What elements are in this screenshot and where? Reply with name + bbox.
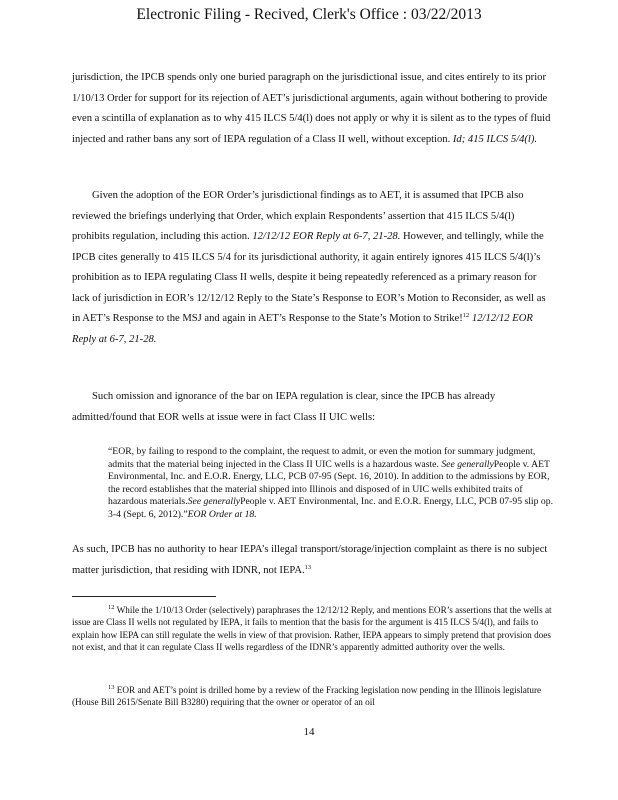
citation: 12/12/12 EOR Reply at 6-7, 21-28. xyxy=(252,231,401,242)
block-quote xyxy=(108,446,563,522)
footnote-number: 13 xyxy=(108,684,115,691)
footnote-ref-12: 12 xyxy=(462,312,470,319)
footnote-number: 12 xyxy=(108,604,115,611)
quote-citation: EOR Order at 18. xyxy=(187,508,257,520)
paragraph-conclusion xyxy=(72,540,552,581)
paragraph-omission: Such omission and ignorance of the bar on IEPA regulation is clear, since the IPCB has already admitted/found that EOR wells at issue were in fact Class II UIC wells: xyxy=(72,391,496,423)
footnote-text: EOR and AET’s point is drilled home by a review of the Fracking legislation now pending in the Illinois legislature (House Bill 2615/Senate Bill B3280) requiring that the owner or operator of an oil xyxy=(72,685,542,708)
paragraph-jurisdiction xyxy=(72,68,552,150)
footnote-12 xyxy=(72,604,556,654)
paragraph-eor-order xyxy=(72,186,552,350)
paragraph-text: Given the adoption of the EOR Order’s jurisdictional findings as to AET, it is assumed that IPCB also reviewed the briefings underlying that Order, which explain Respondents’ assertion that 415 ILCS 5/4(l) prohibits regulation, including this action. xyxy=(72,190,524,242)
quote-text: “EOR, by failing to respond to the complaint, the request to admit, or even the motion for summary judgment, admits that the material being injected in the Class II UIC wells is a hazardous waste. xyxy=(108,446,536,470)
footnote-13 xyxy=(72,684,556,709)
page-number: 14 xyxy=(303,726,315,738)
quote-signal: See generally xyxy=(441,458,494,470)
paragraph-text: As such, IPCB has no authority to hear IEPA’s illegal transport/storage/injection complaint as there is no subject matter jurisdiction, that residing with IDNR, not IEPA. xyxy=(72,544,548,576)
citation: Id; 415 ILCS 5/4(l). xyxy=(452,133,538,145)
quote-text: People v. AET Environmental, Inc. and E.O.R. Energy, LLC, PCB 07-95 (Sept. 16, 2010). In addition to the admissions by EOR, the record establishes that the material shipped into Illinois and disposed of in UIC wells exhibited traits of hazardous materials. xyxy=(108,458,550,508)
footnote-divider xyxy=(72,596,216,597)
paragraph-text: jurisdiction, the IPCB spends only one buried paragraph on the jurisdictional issue, and cites entirely to its prior 1/10/13 Order for support for its rejection of AET’s jurisdictional arguments, again without bothering to provide even a scintilla of explanation as to why 415 ILCS 5/4(l) does not apply or why it is silent as to the types of fluid injected and rather bans any sort of IEPA regulation of a Class II well, without exception. xyxy=(72,72,551,145)
filing-header: Electronic Filing - Recived, Clerk's Office : 03/22/2013 xyxy=(136,6,482,23)
paragraph-text: However, and tellingly, while the IPCB cites generally to 415 ILCS 5/4 for its jurisdictional authority, it again entirely ignores 415 ILCS 5/4(l)’s prohibition as to IEPA regulating Class II wells, despite it being repeatedly referenced as a primary reason for lack of jurisdiction in EOR’s 12/12/12 Reply to the State’s Response to EOR’s Motion to Reconsider, as well as in AET’s Response to the MSJ and again in AET’s Response to the State’s Motion to Strike! xyxy=(72,231,546,324)
footnote-text: While the 1/10/13 Order (selectively) paraphrases the 12/12/12 Reply, and mentions EOR’s assertions that the wells at issue are Class II wells not regulated by IEPA, it fails to mention that the basis for the argument is 415 ILCS 5/4(l), and fails to explain how IEPA can still regulate the wells in view of that provision. Rather, IEPA appears to simply pretend that provision does not exist, and that it can regulate Class II wells regardless of the IDNR’s apparently admitted authority over the wells. xyxy=(72,605,552,653)
citation: 12/12/12 EOR Reply at 6-7, 21-28. xyxy=(72,313,533,345)
footnote-ref-13: 13 xyxy=(304,563,312,571)
quote-text: People v. AET Environmental, Inc. and E.O.R. Energy, LLC, PCB 07-95 slip op. 3-4 (Sept. 6, 2012).” xyxy=(108,496,554,520)
quote-signal: See generally xyxy=(187,496,241,508)
